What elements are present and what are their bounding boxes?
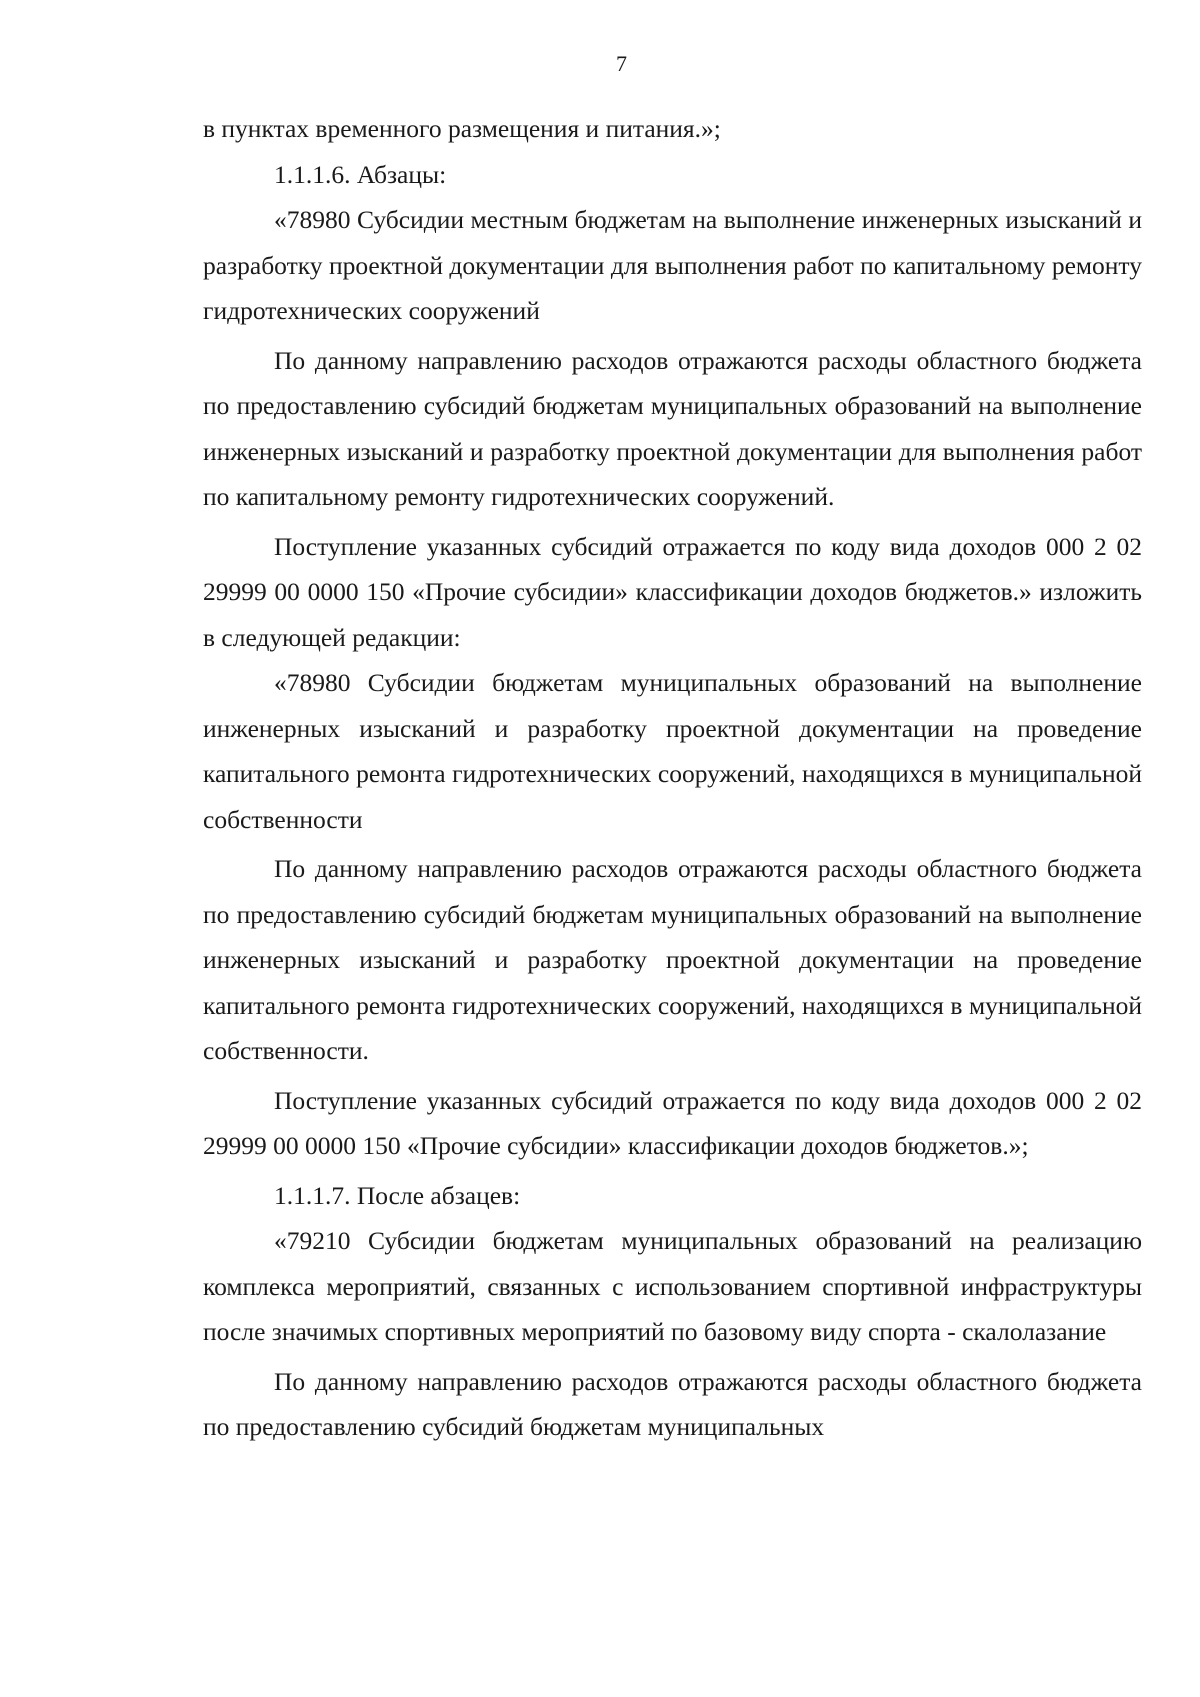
document-body <box>203 106 1142 1450</box>
paragraph-79210-description: По данному направлению расходов отражаются расходы областного бюджета по предоставлению субсидий бюджетам муниципальных <box>203 1366 1142 1441</box>
paragraph-quote-new-78980-title: «78980 Субсидии бюджетам муниципальных образований на выполнение инженерных изысканий и разработку проектной документации на проведение капитального ремонта гидротехнических сооружений, находящихся в муниципальной собственности <box>203 668 1142 834</box>
section-heading-1-1-1-7: 1.1.1.7. После абзацев: <box>274 1180 521 1210</box>
paragraph-quote-old-78980-title: «78980 Субсидии местным бюджетам на выполнение инженерных изысканий и разработку проектной документации для выполнения работ по капитальному ремонту гидротехнических сооружений <box>203 205 1142 325</box>
paragraph-continuation: в пунктах временного размещения и питания.»; <box>203 114 721 143</box>
paragraph-new-78980-revenue: Поступление указанных субсидий отражается по коду вида доходов 000 2 02 29999 00 0000 150 «Прочие субсидии» классификации доходов бюджетов.»; <box>203 1085 1142 1160</box>
paragraph-quote-79210-title: «79210 Субсидии бюджетам муниципальных образований на реализацию комплекса мероприятий, связанных с использованием спортивной инфраструктуры после значимых спортивных мероприятий по базовому виду спорта - скалолазание <box>203 1226 1142 1346</box>
page-number: 7 <box>616 51 627 76</box>
paragraph-old-78980-revenue: Поступление указанных субсидий отражается по коду вида доходов 000 2 02 29999 00 0000 150 «Прочие субсидии» классификации доходов бюджетов.» изложить в следующей редакции: <box>203 531 1142 652</box>
paragraph-new-78980-description: По данному направлению расходов отражаются расходы областного бюджета по предоставлению субсидий бюджетам муниципальных образований на выполнение инженерных изысканий и разработку проектной документации на проведение капитального ремонта гидротехнических сооружений, находящихся в муниципальной собственности. <box>203 854 1142 1065</box>
paragraph-old-78980-description: По данному направлению расходов отражаются расходы областного бюджета по предоставлению субсидий бюджетам муниципальных образований на выполнение инженерных изысканий и разработку проектной документации для выполнения работ по капитальному ремонту гидротехнических сооружений. <box>203 345 1142 511</box>
section-heading-1-1-1-6: 1.1.1.6. Абзацы: <box>274 159 447 189</box>
